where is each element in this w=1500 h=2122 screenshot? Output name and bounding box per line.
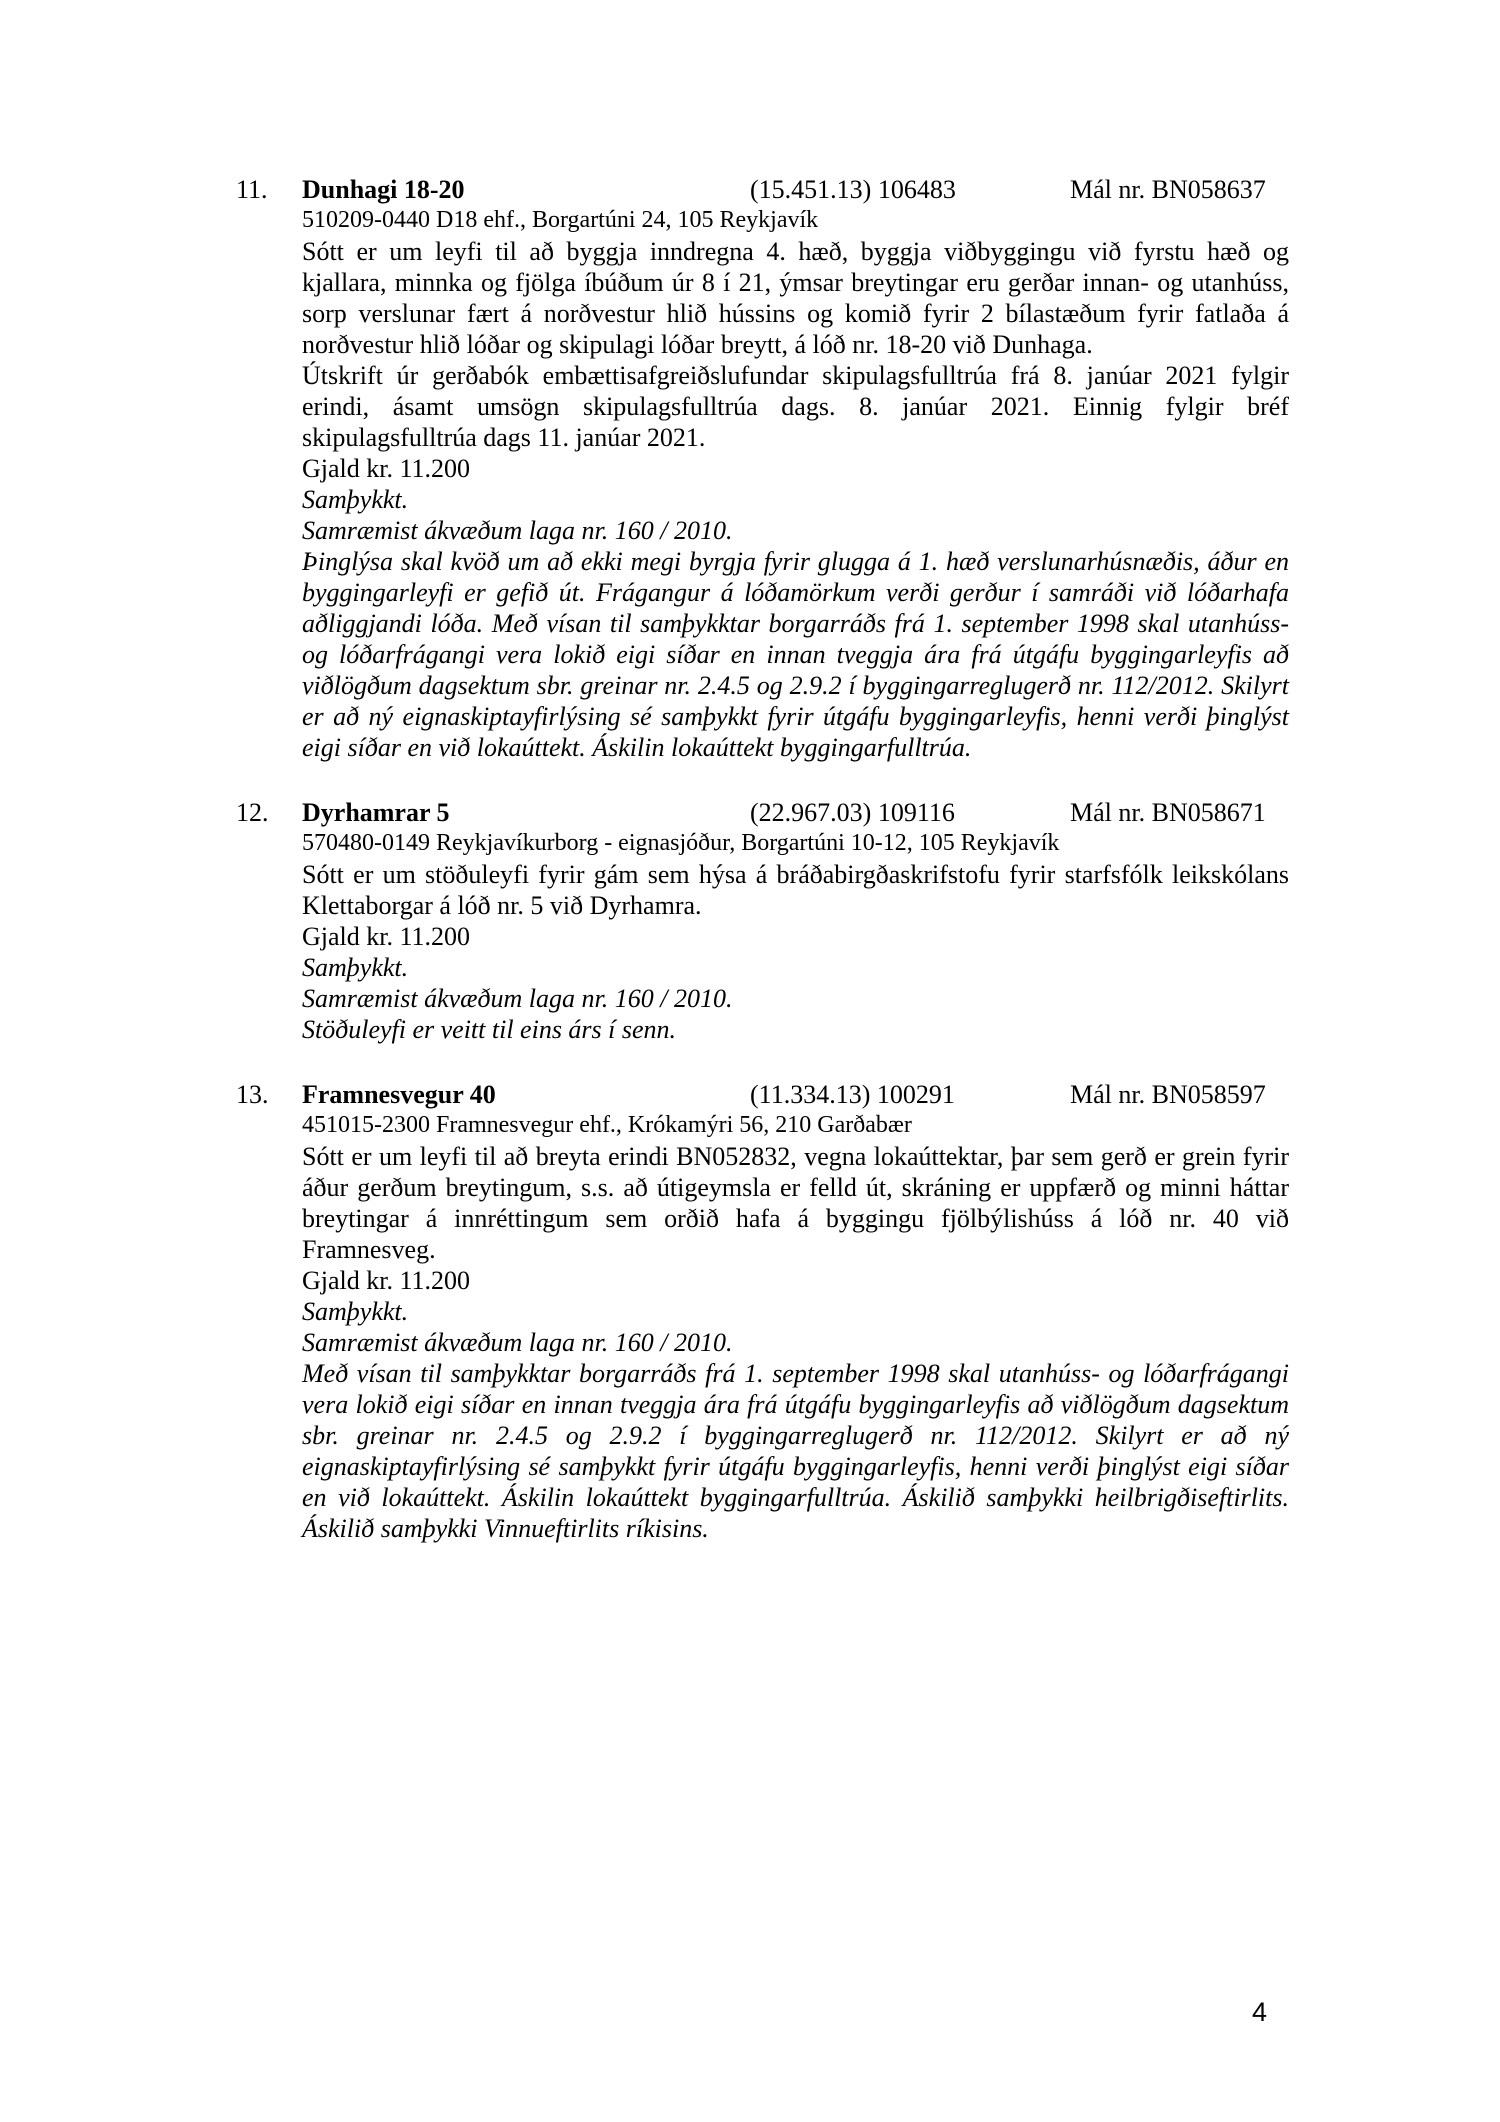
legal-basis-line: Samræmist ákvæðum laga nr. 160 / 2010. <box>302 1328 733 1357</box>
item-reference: (22.967.03) 109116 <box>750 798 955 827</box>
item-number: 11. <box>236 175 268 204</box>
agenda-item-11 <box>236 174 1289 763</box>
description-paragraph: Sótt er um leyfi til að byggja inndregna 4. hæð, byggja viðbyggingu við fyrstu hæð og kjallara, minnka og fjölga íbúðum úr 8 í 21, ýmsar breytingar eru gerðar innan- og utanhúss, sorp verslunar fært á norðvestur hlið hússins og komið fyrir 2 bílastæðum fyrir fatlaða á norðvestur hlið lóðar og skipulagi lóðar breytt, á lóð nr. 18-20 við Dunhaga. <box>302 237 1289 359</box>
fee-line: Gjald kr. 11.200 <box>302 1266 471 1295</box>
attachments-paragraph: Útskrift úr gerðabók embættisafgreiðslufundar skipulagsfulltrúa frá 8. janúar 2021 fylgir erindi, ásamt umsögn skipulagsfulltrúa dags. 8. janúar 2021. Einnig fylgir bréf skipulagsfulltrúa dags 11. janúar 2021. <box>302 361 1289 452</box>
item-header <box>236 1079 1289 1110</box>
item-number: 13. <box>236 1080 269 1109</box>
item-body <box>302 1110 1289 1544</box>
page-number: 4 <box>1252 1997 1268 2027</box>
item-case-number: Mál nr. BN058637 <box>1070 175 1266 204</box>
legal-basis-line: Samræmist ákvæðum laga nr. 160 / 2010. <box>302 984 733 1013</box>
item-applicant: 451015-2300 Framnesvegur ehf., Krókamýri 56, 210 Garðabær <box>302 1112 912 1138</box>
item-title: Dunhagi 18-20 <box>302 175 465 204</box>
item-title: Dyrhamrar 5 <box>302 798 450 827</box>
page-content <box>236 174 1289 1544</box>
item-applicant: 570480-0149 Reykjavíkurborg - eignasjóður, Borgartúni 10-12, 105 Reykjavík <box>302 830 1060 856</box>
item-title: Framnesvegur 40 <box>302 1080 496 1109</box>
conditions-paragraph: Með vísan til samþykktar borgarráðs frá 1. september 1998 skal utanhúss- og lóðarfrágangi vera lokið eigi síðar en innan tveggja ára frá útgáfu byggingarleyfis að viðlögðum dagsektum sbr. greinar nr. 2.4.5 og 2.9.2 í byggingarreglugerð nr. 112/2012. Skilyrt er að ný eignaskiptayfirlýsing sé samþykkt fyrir útgáfu byggingarleyfis, henni verði þinglýst eigi síðar en við lokaúttekt. Áskilin lokaúttekt byggingarfulltrúa. Áskilið samþykki heilbrigðiseftirlits. Áskilið samþykki Vinnueftirlits ríkisins. <box>302 1359 1289 1543</box>
item-header <box>236 797 1289 828</box>
decision-line: Samþykkt. <box>302 953 409 982</box>
conditions-paragraph: Þinglýsa skal kvöð um að ekki megi byrgja fyrir glugga á 1. hæð verslunarhúsnæðis, áður en byggingarleyfi er gefið út. Frágangur á lóðamörkum verði gerður í samráði við lóðarhafa aðliggjandi lóða. Með vísan til samþykktar borgarráðs frá 1. september 1998 skal utanhúss- og lóðarfrágangi vera lokið eigi síðar en innan tveggja ára frá útgáfu byggingarleyfis að viðlögðum dagsektum sbr. greinar nr. 2.4.5 og 2.9.2 í byggingarreglugerð nr. 112/2012. Skilyrt er að ný eignaskiptayfirlýsing sé samþykkt fyrir útgáfu byggingarleyfis, henni verði þinglýst eigi síðar en við lokaúttekt. Áskilin lokaúttekt byggingarfulltrúa. <box>302 547 1289 762</box>
fee-line: Gjald kr. 11.200 <box>302 922 471 951</box>
agenda-item-12 <box>236 797 1289 1045</box>
item-applicant: 510209-0440 D18 ehf., Borgartúni 24, 105 Reykjavík <box>302 207 819 233</box>
description-paragraph: Sótt er um leyfi til að breyta erindi BN052832, vegna lokaúttektar, þar sem gerð er grein fyrir áður gerðum breytingum, s.s. að útigeymsla er felld út, skráning er uppfærð og minni háttar breytingar á innréttingum sem orðið hafa á byggingu fjölbýlishúss á lóð nr. 40 við Framnesveg. <box>302 1142 1289 1264</box>
conditions-paragraph: Stöðuleyfi er veitt til eins árs í senn. <box>302 1015 677 1044</box>
item-number: 12. <box>236 798 269 827</box>
legal-basis-line: Samræmist ákvæðum laga nr. 160 / 2010. <box>302 516 733 545</box>
item-body <box>302 205 1289 763</box>
decision-line: Samþykkt. <box>302 1297 409 1326</box>
item-header <box>236 174 1289 205</box>
agenda-item-13 <box>236 1079 1289 1544</box>
description-paragraph: Sótt er um stöðuleyfi fyrir gám sem hýsa á bráðabirgðaskrifstofu fyrir starfsfólk leikskólans Klettaborgar á lóð nr. 5 við Dyrhamra. <box>302 860 1289 920</box>
decision-line: Samþykkt. <box>302 485 409 514</box>
fee-line: Gjald kr. 11.200 <box>302 454 471 483</box>
item-body <box>302 828 1289 1045</box>
item-reference: (15.451.13) 106483 <box>750 175 956 204</box>
item-case-number: Mál nr. BN058597 <box>1070 1080 1266 1109</box>
item-reference: (11.334.13) 100291 <box>750 1080 955 1109</box>
item-case-number: Mál nr. BN058671 <box>1070 798 1266 827</box>
